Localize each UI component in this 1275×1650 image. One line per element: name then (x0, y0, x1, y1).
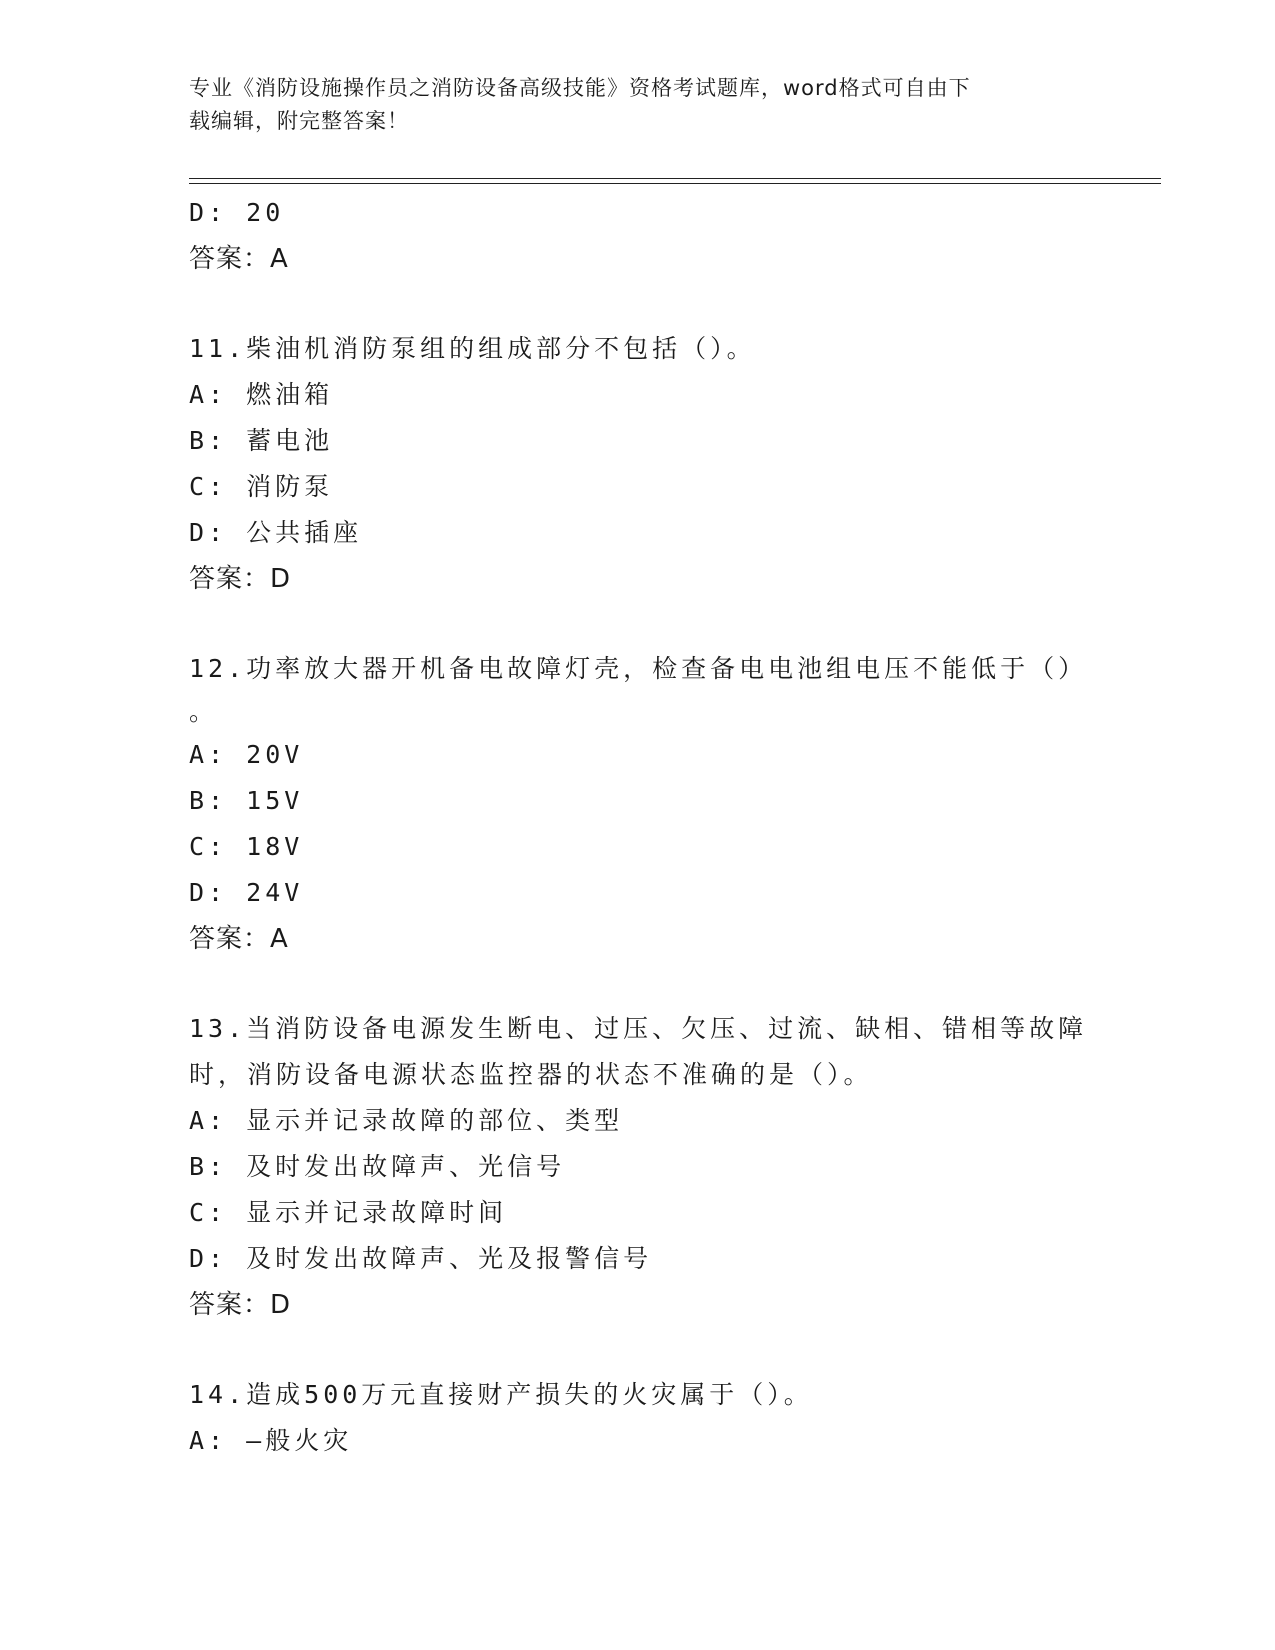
prev-option-d: D: 20 (189, 198, 285, 227)
question-stem: 14.造成500万元直接财产损失的火灾属于（）。 (189, 1380, 813, 1409)
question-stem: 12.功率放大器开机备电故障灯壳，检查备电电池组电压不能低于（） (189, 654, 1088, 683)
document-header (189, 72, 1079, 138)
option-b: B: 蓄电池 (189, 426, 334, 455)
option-c: C: 18V (189, 832, 304, 861)
answer: 答案：A (189, 924, 289, 954)
option-c: C: 显示并记录故障时间 (189, 1198, 508, 1227)
header-line-2: 载编辑，附完整答案！ (189, 109, 409, 133)
option-c: C: 消防泵 (189, 472, 334, 501)
option-d: D: 及时发出故障声、光及报警信号 (189, 1244, 653, 1273)
question-13 (189, 1006, 1089, 1328)
header-line-1: 专业《消防设施操作员之消防设备高级技能》资格考试题库，word格式可自由下 (189, 76, 971, 100)
option-a: A: —般火灾 (189, 1426, 353, 1455)
option-a: A: 20V (189, 740, 304, 769)
question-stem-continuation: 。 (189, 697, 215, 726)
header-rule-top (189, 178, 1161, 179)
answer: 答案：D (189, 1290, 292, 1320)
question-stem-line-1: 13.当消防设备电源发生断电、过压、欠压、过流、缺相、错相等故障 (189, 1014, 1088, 1043)
header-rule-bottom (189, 183, 1161, 184)
question-stem-line-2: 时，消防设备电源状态监控器的状态不准确的是（）。 (189, 1060, 873, 1089)
question-list (189, 190, 1089, 1464)
question-stem: 11.柴油机消防泵组的组成部分不包括（）。 (189, 334, 756, 363)
answer: 答案：D (189, 564, 292, 594)
question-12 (189, 646, 1089, 962)
question-14 (189, 1372, 1089, 1464)
prev-answer: 答案：A (189, 244, 289, 274)
option-d: D: 24V (189, 878, 304, 907)
option-a: A: 燃油箱 (189, 380, 334, 409)
option-a: A: 显示并记录故障的部位、类型 (189, 1106, 624, 1135)
option-d: D: 公共插座 (189, 518, 363, 547)
question-11 (189, 326, 1089, 602)
option-b: B: 15V (189, 786, 304, 815)
option-b: B: 及时发出故障声、光信号 (189, 1152, 566, 1181)
